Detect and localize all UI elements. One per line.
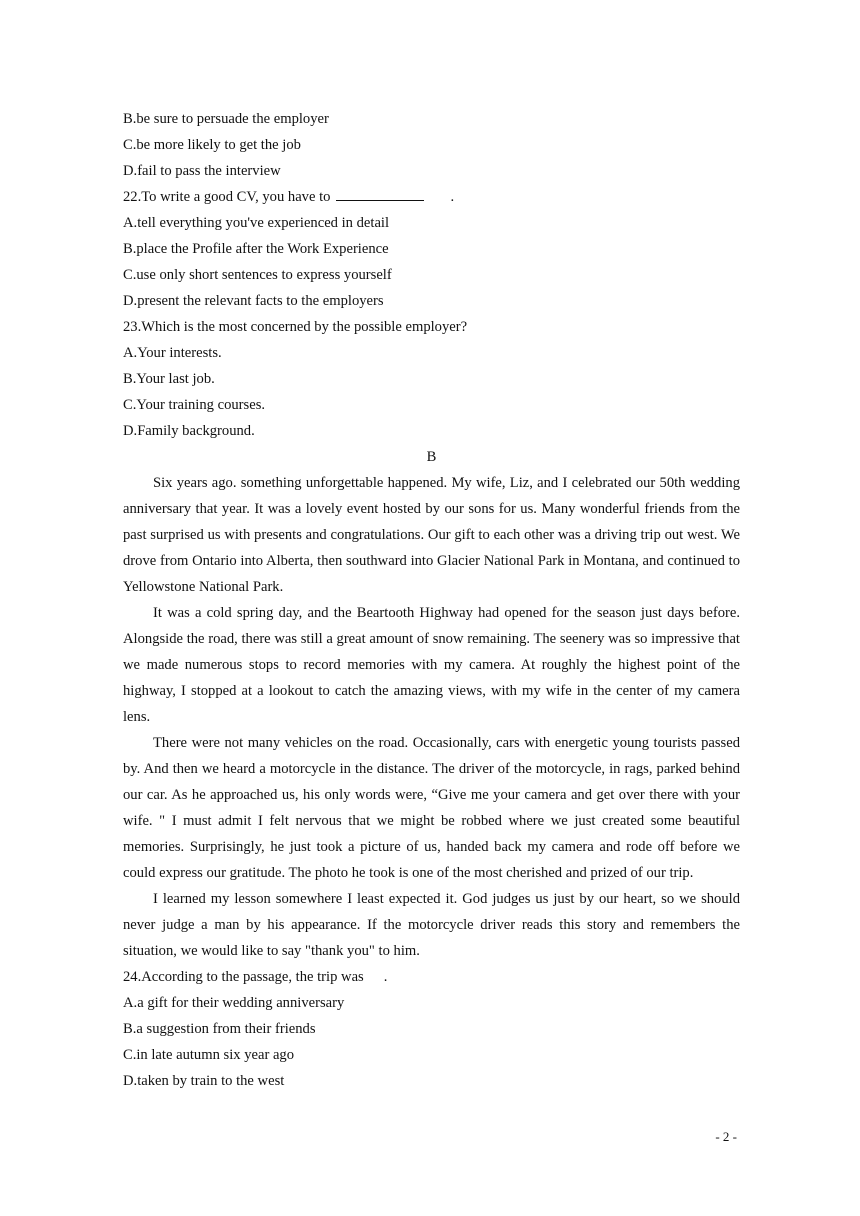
q21-option-c: C.be more likely to get the job xyxy=(123,137,301,153)
q23-option-d: D.Family background. xyxy=(123,423,255,439)
q22-stem-line xyxy=(123,184,740,210)
q22-stem-end: . xyxy=(450,189,455,205)
passage-paragraph: I learned my lesson somewhere I least expected it. God judges us just by our heart, so we should never judge a man by his appearance. If the motorcycle driver reads this story and remembers the situation, we would like to say "thank you" to him. xyxy=(123,891,740,959)
q22-stem: 22.To write a good CV, you have to xyxy=(123,189,331,205)
section-b-heading: B xyxy=(426,449,437,465)
q23-option-a: A.Your interests. xyxy=(123,345,222,361)
page-number: - 2 - xyxy=(715,1129,737,1144)
q24-option-b: B.a suggestion from their friends xyxy=(123,1021,316,1037)
q24-option-c: C.in late autumn six year ago xyxy=(123,1047,295,1063)
q22-option-d: D.present the relevant facts to the employers xyxy=(123,293,384,309)
q24-stem-end: . xyxy=(383,969,388,985)
passage-paragraph: Six years ago. something unforgettable happened. My wife, Liz, and I celebrated our 50th wedding anniversary that year. It was a lovely event hosted by our sons for us. Many wonderful friends from the past surprised us with presents and congratulations. Our gift to each other was a driving trip out west. We drove from Ontario into Alberta, then southward into Glacier National Park in Montana, and continued to Yellowstone National Park. xyxy=(123,475,740,595)
q22-answer-blank xyxy=(336,187,424,201)
q23-stem: 23.Which is the most concerned by the possible employer? xyxy=(123,319,468,335)
q24-stem: 24.According to the passage, the trip was xyxy=(123,969,364,985)
q23-option-b: B.Your last job. xyxy=(123,371,215,387)
page-content xyxy=(123,106,740,1094)
q24-option-a: A.a gift for their wedding anniversary xyxy=(123,995,345,1011)
q21-option-b: B.be sure to persuade the employer xyxy=(123,111,329,127)
q22-option-a: A.tell everything you've experienced in detail xyxy=(123,215,390,231)
q21-option-d: D.fail to pass the interview xyxy=(123,163,281,179)
q23-option-c: C.Your training courses. xyxy=(123,397,266,413)
q22-option-c: C.use only short sentences to express yourself xyxy=(123,267,392,283)
q24-option-d: D.taken by train to the west xyxy=(123,1073,285,1089)
q22-option-b: B.place the Profile after the Work Experience xyxy=(123,241,389,257)
q24-stem-line xyxy=(123,964,740,990)
passage-paragraph: It was a cold spring day, and the Beartooth Highway had opened for the season just days before. Alongside the road, there was still a great amount of snow remaining. The seenery was so impressive that we made numerous stops to record memories with my camera. At roughly the highest point of the highway, I stopped at a lookout to catch the amazing views, with my wife in the center of my camera lens. xyxy=(123,605,740,725)
passage-paragraph: There were not many vehicles on the road. Occasionally, cars with energetic young tourists passed by. And then we heard a motorcycle in the distance. The driver of the motorcycle, in rags, parked behind our car. As he approached us, his only words were, “Give me your camera and get over there with your wife. " I must admit I felt nervous that we might be robbed where we just created some beautiful memories. Surprisingly, he just took a picture of us, handed back my camera and rode off before we could express our gratitude. The photo he took is one of the most cherished and prized of our trip. xyxy=(123,735,740,881)
